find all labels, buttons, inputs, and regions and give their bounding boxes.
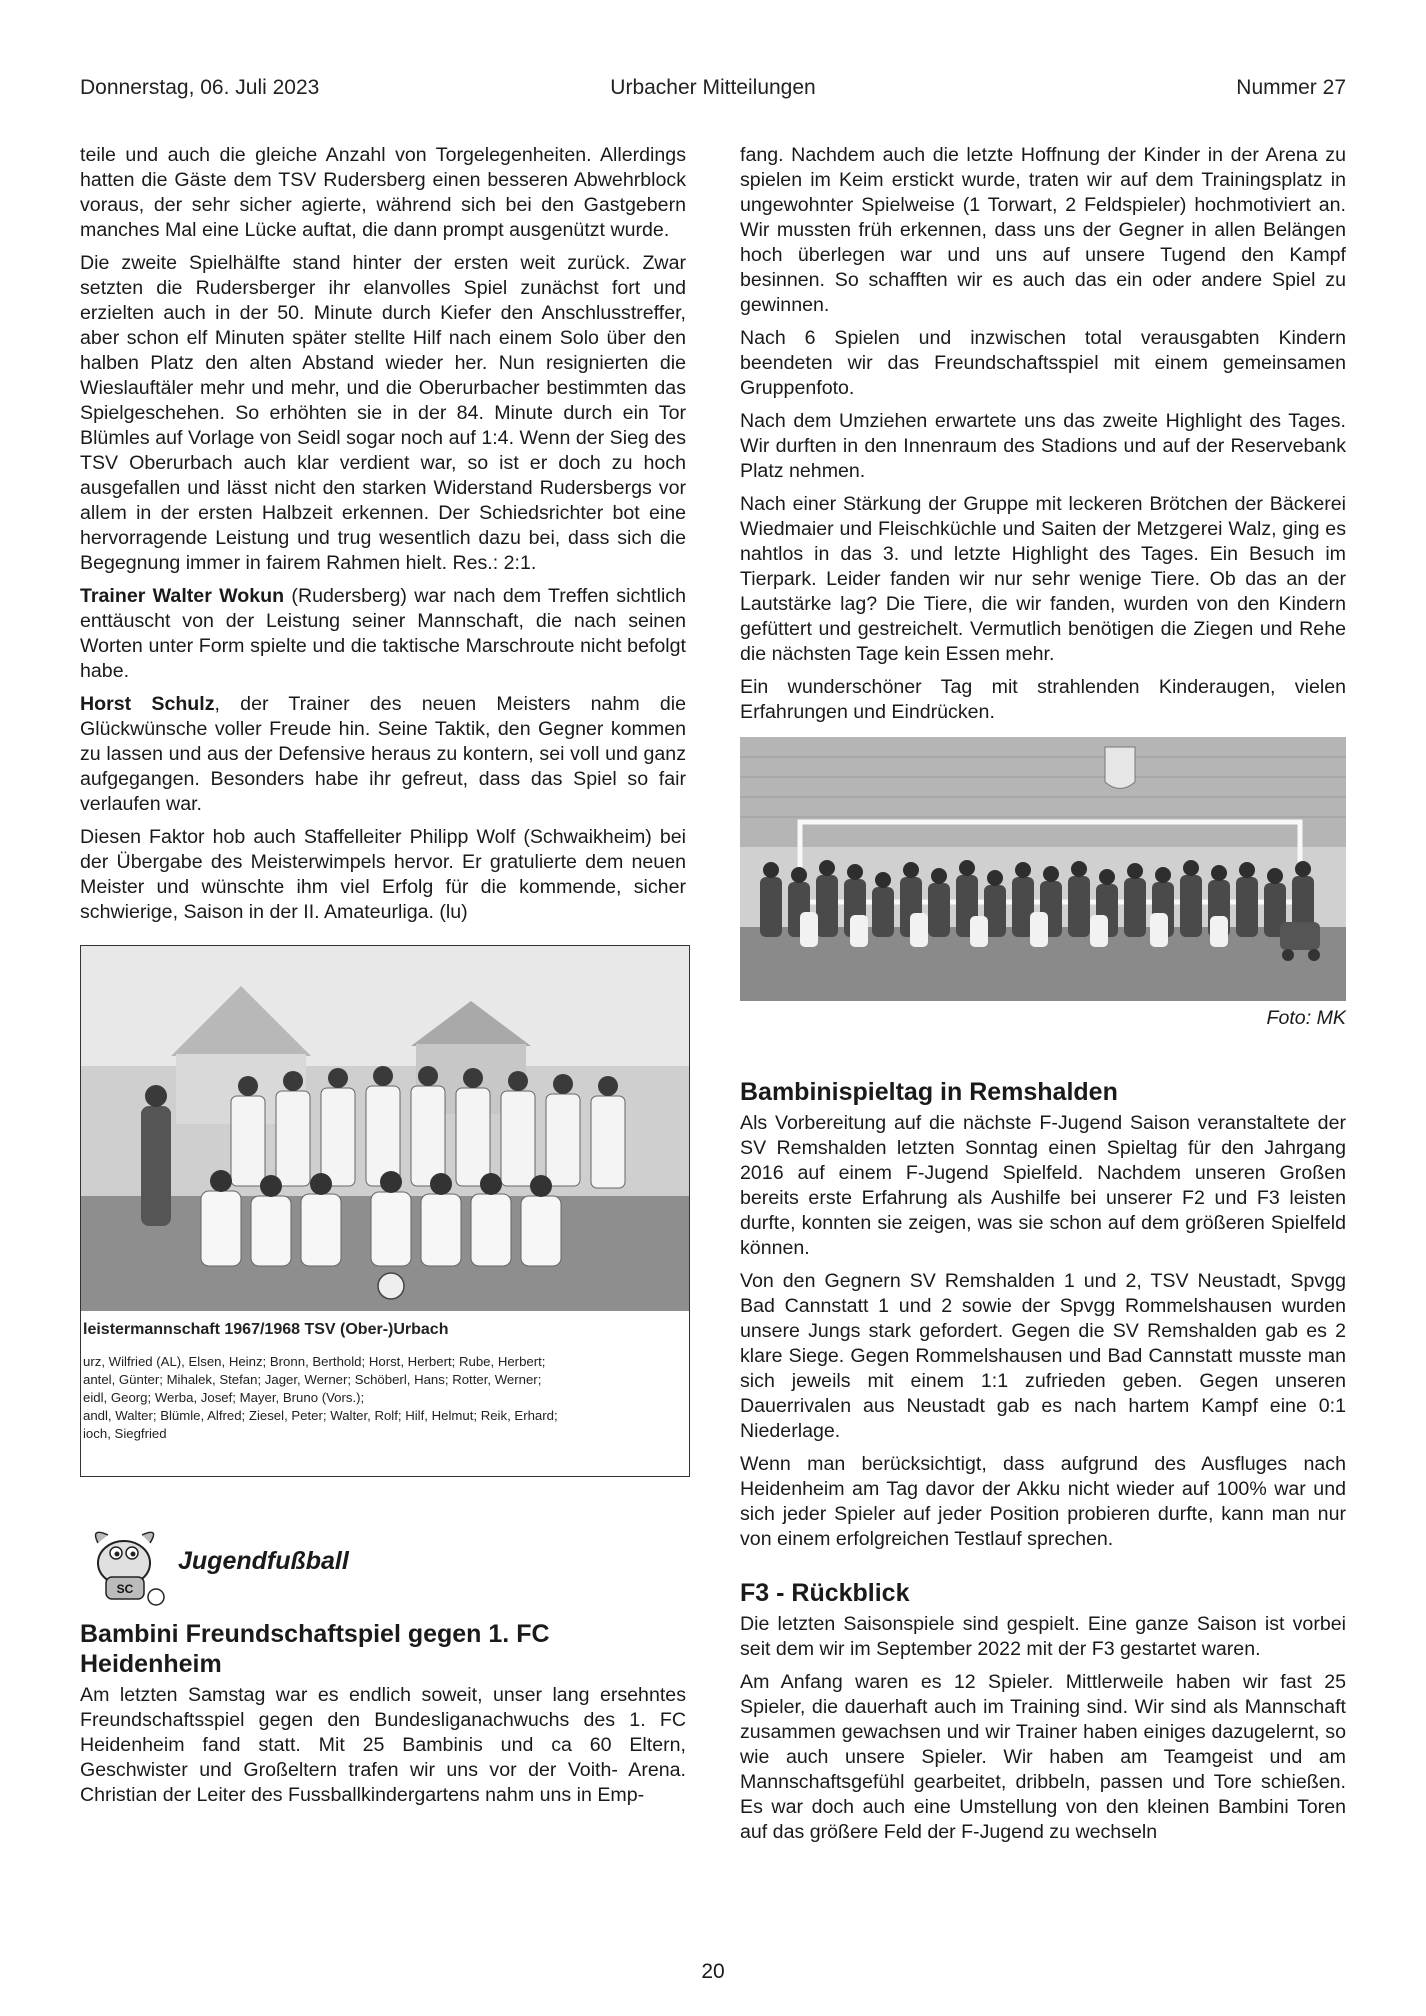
paragraph: Diesen Faktor hob auch Staffelleiter Philipp Wolf (Schwaikheim) bei der Übergabe des Meisterwimpels hervor. Er gratulierte dem neuen Meister und wünschte ihm viel Erfolg für die kommende, sicher schwierige, Saison in der II. Amateurliga. (lu) — [80, 826, 686, 923]
paragraph: Die zweite Spielhälfte stand hinter der ersten weit zurück. Zwar setzten die Rudersberger ihr elanvolles Spiel zunächst fort und erzielten auch in der 50. Minute durch Kiefer den Anschlusstreffer, aber schon elf Minuten später stellte Hilf nach einem Solo über den halben Platz den alten Abstand wieder her. Nun resignierten die Wieslauftäler mehr und mehr, und die Oberurbacher bestimmten das Spielgeschehen. So erhöhten sie in der 84. Minute durch ein Tor Blümles auf Vorlage von Seidl sogar noch auf 1:4. Wenn der Sieg des TSV Oberurbach auch klar verdient war, so ist er doch zu hoch ausgefallen und lässt nicht den starken Widerstand Rudersbergs vor allem in der ersten Halbzeit erkennen. Der Schiedsrichter bot eine hervorragende Leistung und trug wesentlich dazu bei, dass sich die Begegnung immer in fairem Rahmen hielt. Res.: 2:1. — [80, 252, 686, 574]
page-number: 20 — [701, 1960, 725, 1983]
team-photo-caption — [81, 1311, 689, 1476]
caption-title: leistermannschaft 1967/1968 TSV (Ober-)Urbach — [83, 1321, 449, 1338]
paragraph: Am letzten Samstag war es endlich soweit, unser lang ersehntes Freundschaftsspiel gegen den Bundesliganachwuchs des 1. FC Heidenheim fand statt. Mit 25 Bambinis und ca 60 Eltern, Geschwister und Großeltern trafen wir uns vor der Voith- Arena. Christian der Leiter des Fussballkindergartens nahm uns in Emp- — [80, 1684, 686, 1806]
article-heading: Bambini Freundschaftspiel gegen 1. FC Heidenheim — [80, 1620, 550, 1678]
publication-title: Urbacher Mitteilungen — [610, 76, 816, 99]
club-mascot-logo — [80, 1521, 172, 1607]
section-header — [80, 1521, 686, 1607]
paragraph: Nach 6 Spielen und inzwischen total verausgabten Kindern beendeten wir das Freundschaftsspiel mit einem gemeinsamen Gruppenfoto. — [740, 327, 1346, 399]
paragraph: Horst Schulz, der Trainer des neuen Meisters nahm die Glückwünsche voller Freude hin. Seine Taktik, den Gegner kommen zu lassen und aus der Defensive heraus zu kontern, sei voll und ganz aufgegangen. Besonders habe ihr gefreut, dass das Spiel so fair verlaufen war. — [80, 693, 686, 815]
group-photo — [740, 737, 1346, 1001]
paragraph: Am Anfang waren es 12 Spieler. Mittlerweile haben wir fast 25 Spieler, die dauerhaft auch im Training sind. Wir sind als Mannschaft zusammen gewachsen und wir Trainer haben einiges dazugelernt, so wie auch unsere Spieler. Wir haben am Teamgeist und am Mannschaftsgefühl gearbeitet, dribbeln, passen und Tore schießen. Es war doch auch eine Umstellung von den kleinen Bambini Toren auf das größere Feld der F-Jugend zu wechseln — [740, 1671, 1346, 1843]
svg-text:SC: SC — [116, 1582, 134, 1596]
right-column — [740, 143, 1346, 1853]
bold-name: Trainer Walter Wokun — [80, 585, 285, 607]
team-photo-image — [81, 946, 689, 1311]
paragraph: Trainer Walter Wokun (Rudersberg) war nach dem Treffen sichtlich enttäuscht von der Leistung seiner Mannschaft, die nach seinen Worten unter Form spielte und die taktische Marschroute nicht befolgt habe. — [80, 585, 686, 682]
paragraph: Die letzten Saisonspiele sind gespielt. Eine ganze Saison ist vorbei seit dem wir im September 2022 mit der F3 gestartet waren. — [740, 1613, 1346, 1660]
paragraph: Ein wunderschöner Tag mit strahlenden Kinderaugen, vielen Erfahrungen und Eindrücken. — [740, 676, 1346, 723]
paragraph: Nach dem Umziehen erwartete uns das zweite Highlight des Tages. Wir durften in den Innenraum des Stadions und auf der Reservebank Platz nehmen. — [740, 410, 1346, 482]
caption-line: antel, Günter; Mihalek, Stefan; Jager, Werner; Schöberl, Hans; Rotter, Werner; — [83, 1372, 542, 1387]
caption-line: eidl, Georg; Werba, Josef; Mayer, Bruno (Vors.); — [83, 1390, 365, 1405]
bold-name: Horst Schulz — [80, 693, 215, 715]
paragraph: Als Vorbereitung auf die nächste F-Jugend Saison veranstaltete der SV Remshalden letzten Sonntag einen Spieltag für den Jahrgang 2016 auf einem F-Jugend Spielfeld. Nachdem unseren Großen bereits erste Erfahrung als Aushilfe bei unserer F2 und F3 leisten durfte, konnten sie zeigen, was sie schon auf dem größeren Spielfeld können. — [740, 1112, 1346, 1259]
article-heading: F3 - Rückblick — [740, 1579, 910, 1607]
group-photo-image — [740, 737, 1346, 1001]
page-header — [80, 76, 1346, 106]
caption-line: ioch, Siegfried — [83, 1426, 167, 1441]
issue-date: Donnerstag, 06. Juli 2023 — [80, 76, 320, 99]
paragraph: Von den Gegnern SV Remshalden 1 und 2, TSV Neustadt, Spvgg Bad Cannstatt 1 und 2 sowie der Spvgg Rommelshausen wurden unsere Jungs stark gefordert. Gegen die SV Remshalden gab es 2 klare Siege. Gegen Rommelshausen und Bad Cannstatt musste man sich jeweils mit einem 1:1 zufrieden geben. Gegen unseren Dauerrivalen aus Neustadt gab es nach hartem Kampf eine 0:1 Niederlage. — [740, 1270, 1346, 1442]
caption-line: andl, Walter; Blümle, Alfred; Ziesel, Peter; Walter, Rolf; Hilf, Helmut; Reik, Erhard; — [83, 1408, 558, 1423]
photo-credit: Foto: MK — [1266, 1007, 1346, 1029]
paragraph: Nach einer Stärkung der Gruppe mit leckeren Brötchen der Bäckerei Wiedmaier und Fleischküchle und Saiten der Metzgerei Walz, ging es nahtlos in das 3. und letzte Highlight des Tages. Ein Besuch im Tierpark. Leider fanden wir nur sehr wenige Tiere. Ob das an der Lautstärke lag? Die Tiere, die wir fanden, wurden von den Kindern gefüttert und gestreichelt. Vermutlich benötigen die Ziegen und Rehe die nächsten Tage kein Essen mehr. — [740, 493, 1346, 665]
paragraph: teile und auch die gleiche Anzahl von Torgelegenheiten. Allerdings hatten die Gäste dem TSV Rudersberg einen besseren Abwehrblock voraus, der sehr sicher agierte, während sich bei den Gastgebern manches Mal eine Lücke auftat, die dann prompt ausgenützt wurde. — [80, 144, 686, 241]
paragraph: fang. Nachdem auch die letzte Hoffnung der Kinder in der Arena zu spielen im Keim erstickt wurde, traten wir auf dem Trainingsplatz in ungewohnter Spielweise (1 Torwart, 2 Feldspieler) hochmotiviert an. Wir mussten früh erkennen, dass uns der Gegner in allen Belängen hoch überlegen war und uns auf unsere Tugend den Kampf besinnen. So schafften wir es auch das ein oder andere Spiel zu gewinnen. — [740, 144, 1346, 316]
caption-line: urz, Wilfried (AL), Elsen, Heinz; Bronn, Berthold; Horst, Herbert; Rube, Herbert; — [83, 1354, 546, 1369]
section-label: Jugendfußball — [178, 1547, 349, 1575]
article-heading: Bambinispieltag in Remshalden — [740, 1078, 1118, 1106]
issue-number: Nummer 27 — [1236, 76, 1346, 99]
paragraph: Wenn man berücksichtigt, dass aufgrund des Ausfluges nach Heidenheim am Tag davor der Akku nicht wieder auf 100% war und sich jeder Spieler auf jeder Position probieren durfte, kann man nur von einem erfolgreichen Testlauf sprechen. — [740, 1453, 1346, 1550]
team-photo — [80, 945, 690, 1477]
left-column — [80, 143, 686, 1816]
